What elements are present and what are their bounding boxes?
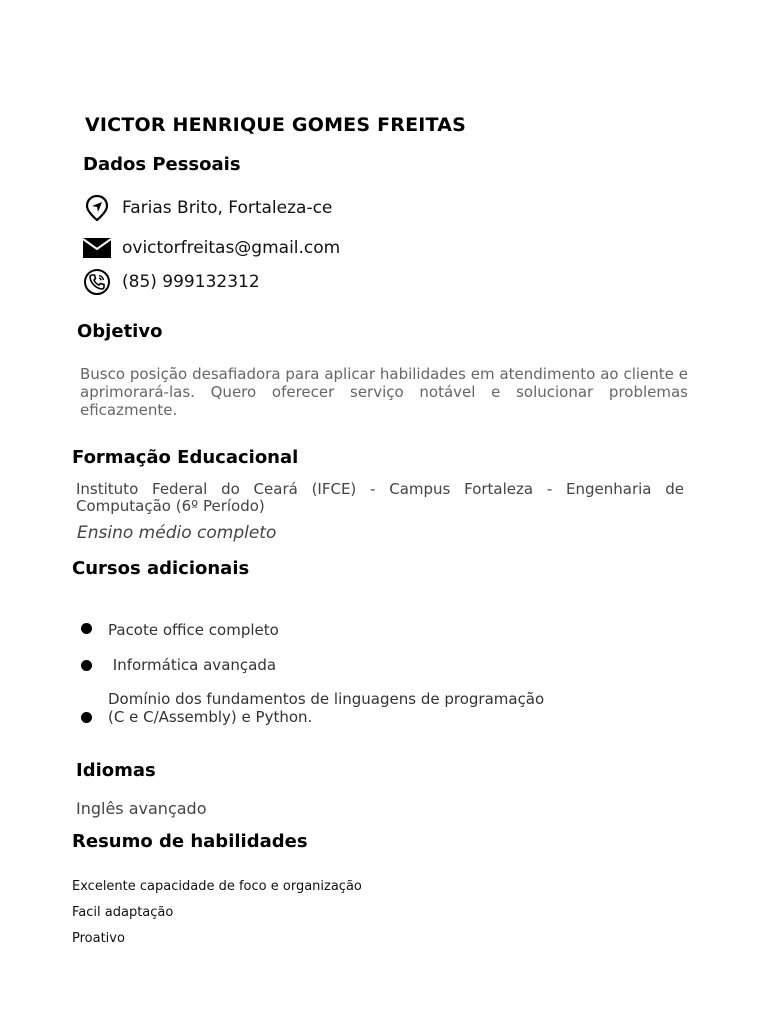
languages-text: Inglês avançado — [76, 799, 207, 818]
courses-heading: Cursos adicionais — [72, 558, 250, 579]
course-item: Informática avançada — [108, 656, 277, 674]
contact-phone — [82, 268, 260, 296]
bullet-icon — [81, 712, 92, 723]
contact-email — [82, 234, 340, 262]
bullet-icon — [81, 623, 92, 634]
personal-data-heading: Dados Pessoais — [83, 154, 241, 175]
mail-icon — [82, 234, 112, 262]
languages-heading: Idiomas — [76, 760, 156, 781]
course-item: Domínio dos fundamentos de linguagens de programação (C e C/Assembly) e Python. — [108, 690, 545, 726]
email-text[interactable]: ovictorfreitas@gmail.com — [122, 238, 341, 258]
education-heading: Formação Educacional — [72, 447, 299, 468]
skill-item: Excelente capacidade de foco e organização — [72, 879, 362, 894]
objective-heading: Objetivo — [77, 321, 163, 342]
objective-text: Busco posição desafiadora para aplicar habilidades em atendimento ao cliente e aprimorará-las. Quero oferecer serviço notável e solucionar problemas eficazmente. — [80, 365, 688, 419]
course-item: Pacote office completo — [108, 621, 279, 639]
location-pin-icon — [82, 194, 112, 222]
location-text: Farias Brito, Fortaleza-ce — [122, 198, 333, 218]
skill-item: Facil adaptação — [72, 905, 174, 920]
bullet-icon — [81, 660, 92, 671]
contact-location — [82, 194, 332, 222]
skill-item: Proativo — [72, 931, 125, 946]
candidate-name: VICTOR HENRIQUE GOMES FREITAS — [85, 114, 466, 136]
education-highschool: Ensino médio completo — [77, 523, 277, 543]
phone-text: (85) 999132312 — [122, 272, 260, 292]
phone-icon — [82, 268, 112, 296]
skills-heading: Resumo de habilidades — [72, 831, 308, 852]
education-institution: Instituto Federal do Ceará (IFCE) - Campus Fortaleza - Engenharia de Computação (6º Período) — [76, 480, 684, 515]
